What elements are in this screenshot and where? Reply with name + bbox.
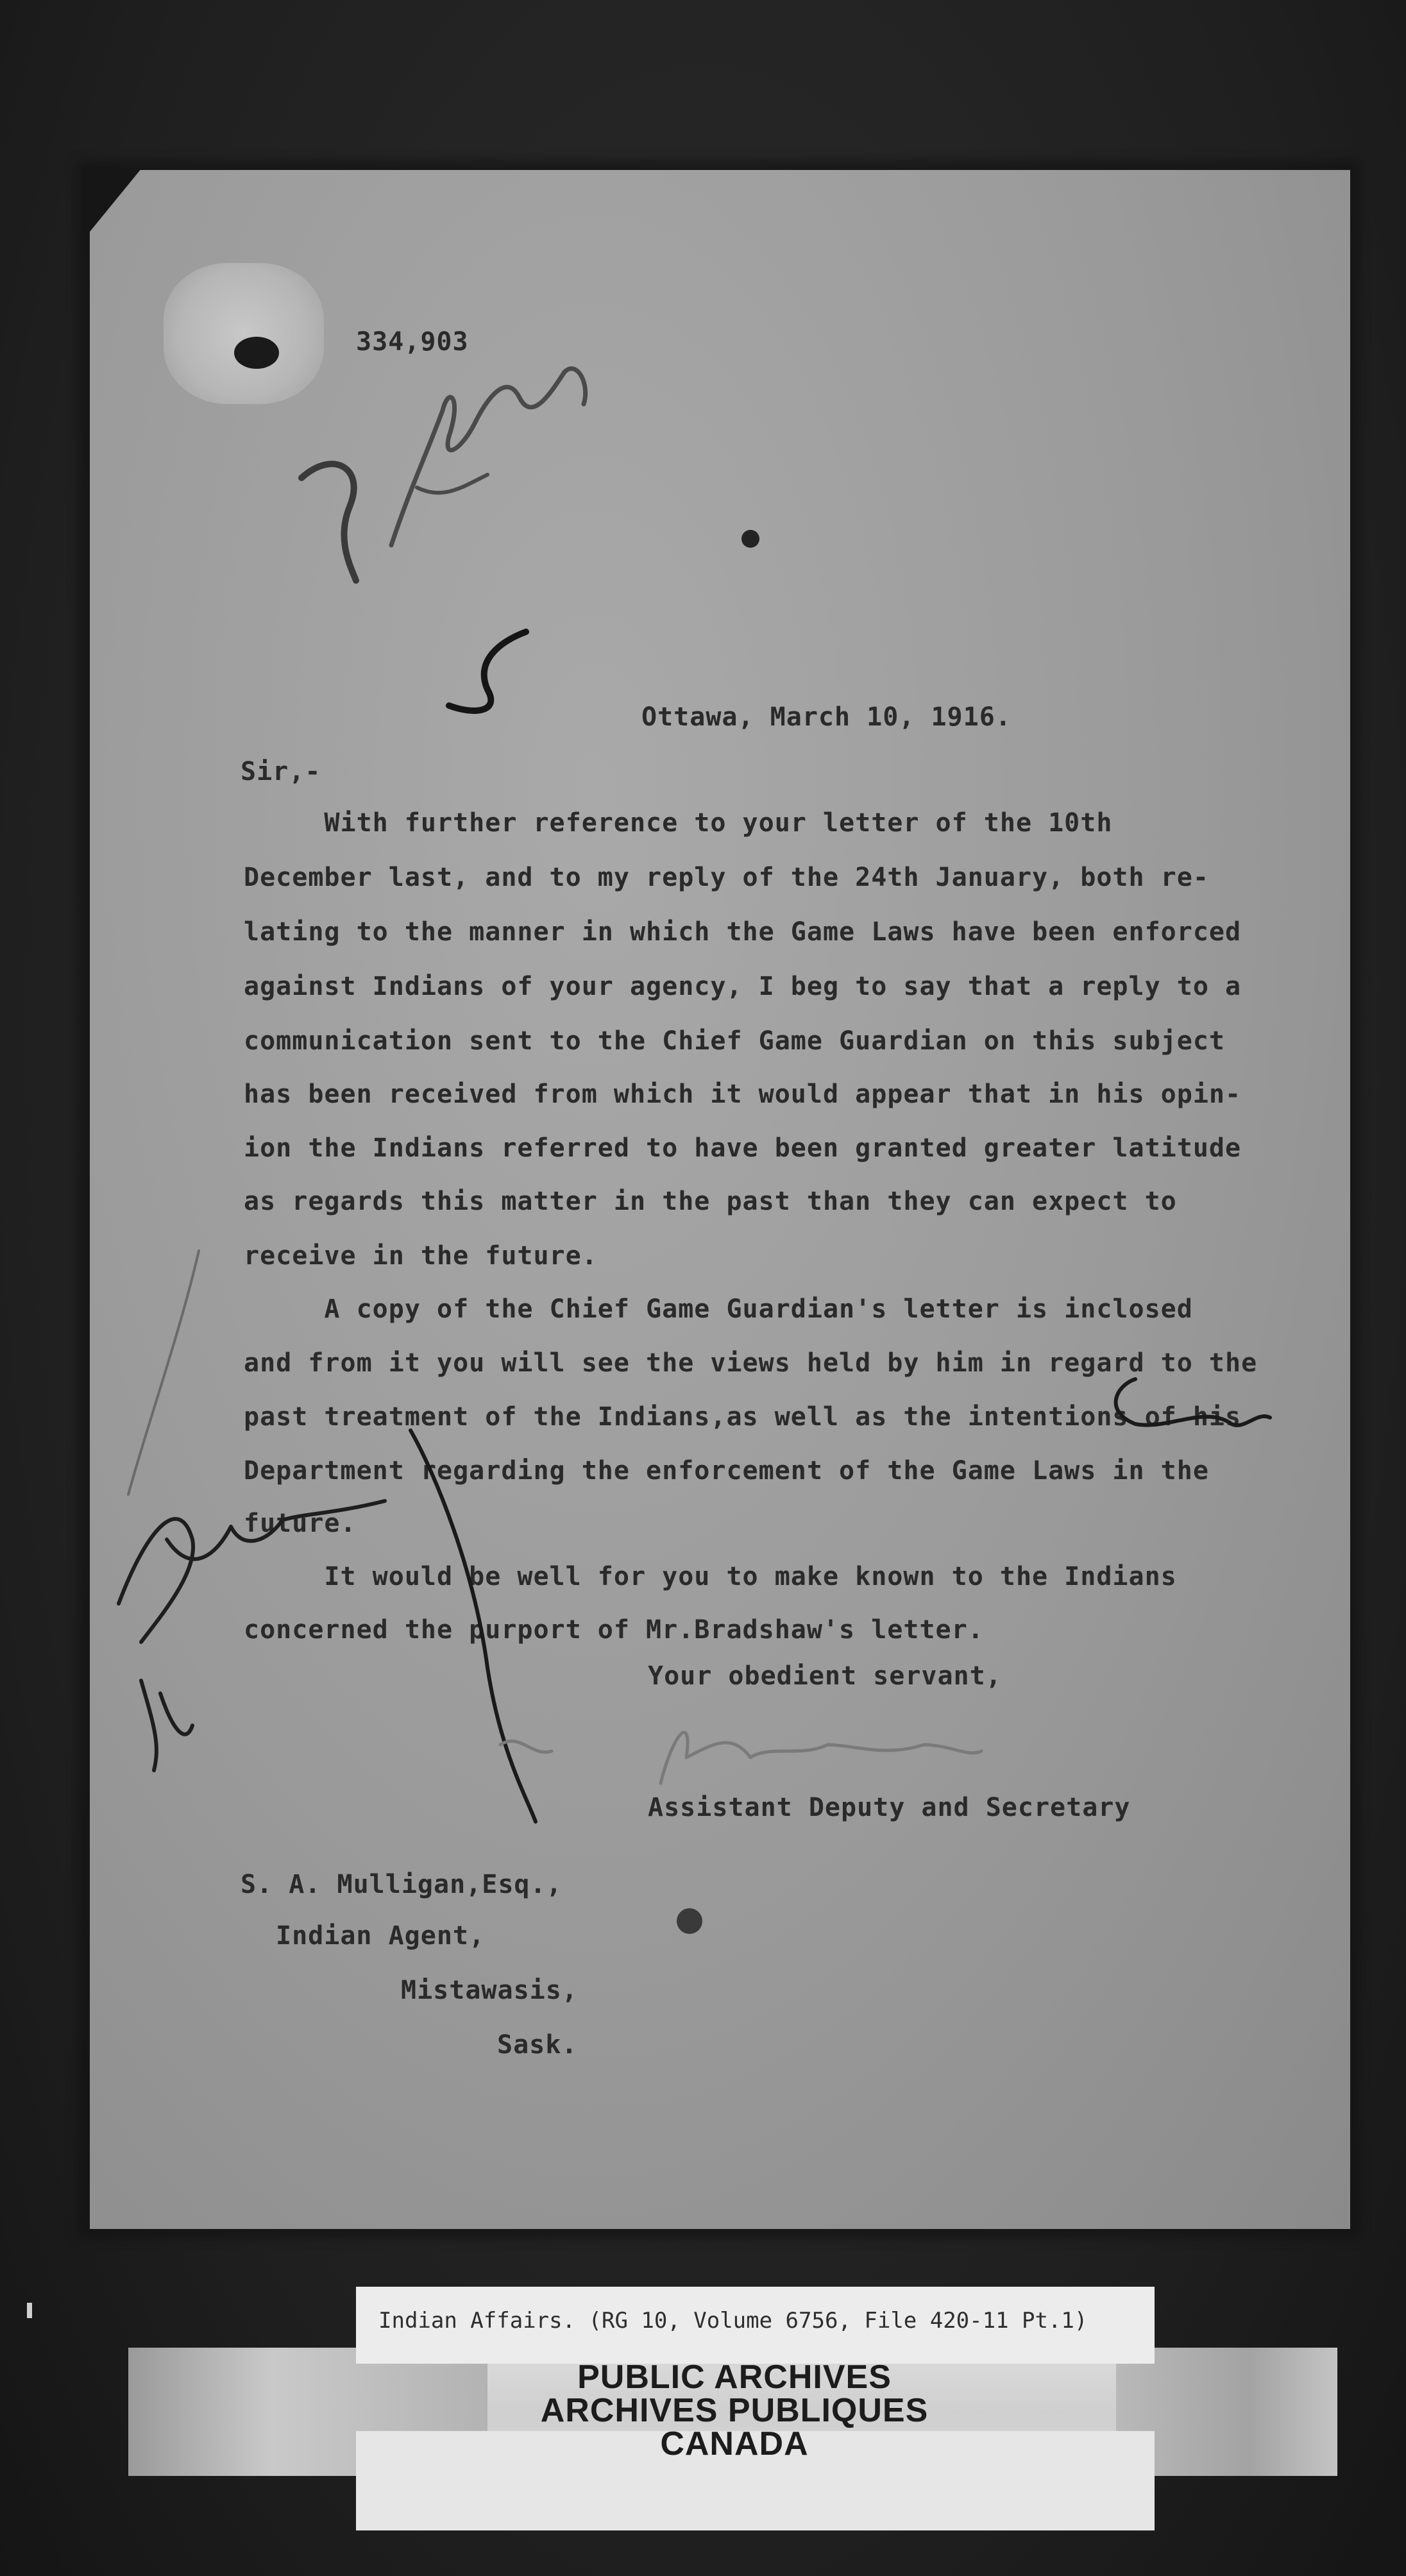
paragraph-1-line-2: December last, and to my reply of the 24th January, both re- — [244, 863, 1209, 892]
paragraph-1-line-3: lating to the manner in which the Game Laws have been enforced — [244, 917, 1242, 947]
recipient-province: Sask. — [497, 2030, 578, 2060]
paragraph-3-line-1: It would be well for you to make known to the Indians — [244, 1562, 1177, 1591]
paragraph-1-line-1: With further reference to your letter of the 10th — [244, 808, 1113, 838]
letter-salutation: Sir,- — [241, 757, 321, 786]
faded-stamp-mark — [164, 263, 324, 404]
file-number: 334,903 — [356, 327, 469, 357]
letter-dateline: Ottawa, March 10, 1916. — [641, 702, 1012, 732]
paragraph-1-line-4: against Indians of your agency, I beg to say that a reply to a — [244, 972, 1242, 1001]
ink-blot — [234, 337, 279, 369]
film-edge-mark — [27, 2303, 32, 2318]
paragraph-2-line-4: Department regarding the enforcement of the Game Laws in the — [244, 1456, 1209, 1486]
paragraph-2-line-1: A copy of the Chief Game Guardian's letter is inclosed — [244, 1294, 1193, 1324]
signatory-title: Assistant Deputy and Secretary — [648, 1793, 1131, 1822]
archive-reference-text: Indian Affairs. (RG 10, Volume 6756, File 420-11 Pt.1) — [378, 2308, 1088, 2334]
recipient-place: Mistawasis, — [401, 1976, 578, 2005]
paragraph-3-line-2: concerned the purport of Mr.Bradshaw's letter. — [244, 1615, 984, 1645]
paragraph-2-line-5: future. — [244, 1509, 357, 1538]
archives-line-french: ARCHIVES PUBLIQUES — [540, 2392, 929, 2429]
paragraph-2-line-3: past treatment of the Indians,as well as the intentions of his — [244, 1402, 1242, 1432]
archives-line-english: PUBLIC ARCHIVES — [577, 2359, 892, 2396]
paragraph-1-line-5: communication sent to the Chief Game Guardian on this subject — [244, 1026, 1226, 1056]
recipient-name: S. A. Mulligan,Esq., — [241, 1870, 563, 1899]
archives-line-country: CANADA — [660, 2425, 809, 2462]
paragraph-1-line-9: receive in the future. — [244, 1241, 598, 1271]
paragraph-2-line-2: and from it you will see the views held by him in regard to the — [244, 1348, 1258, 1378]
paragraph-1-line-7: ion the Indians referred to have been granted greater latitude — [244, 1133, 1242, 1163]
paragraph-1-line-8: as regards this matter in the past than they can expect to — [244, 1187, 1177, 1216]
recipient-role: Indian Agent, — [276, 1921, 486, 1951]
paragraph-1-line-6: has been received from which it would appear that in his opin- — [244, 1080, 1242, 1109]
letter-closing: Your obedient servant, — [648, 1661, 1002, 1691]
